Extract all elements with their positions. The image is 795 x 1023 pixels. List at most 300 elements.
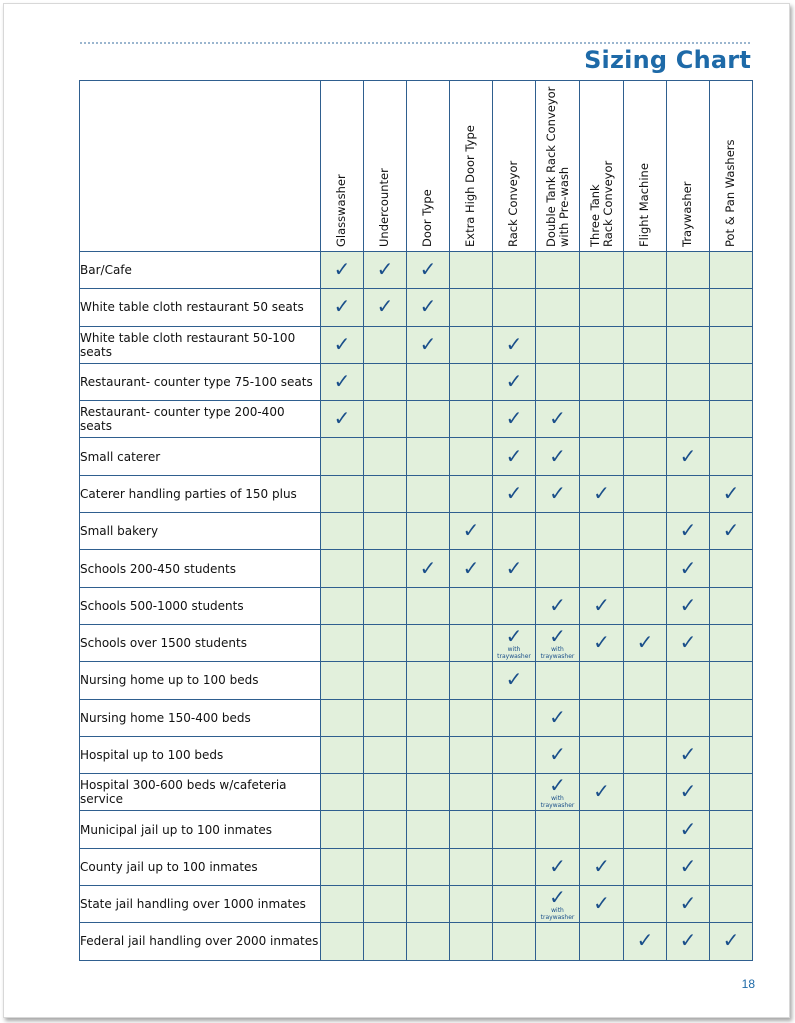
table-cell <box>407 363 450 400</box>
table-cell <box>364 774 407 811</box>
table-cell <box>667 475 710 512</box>
table-cell <box>493 475 536 512</box>
table-cell <box>450 289 493 326</box>
checkmark-icon: ✓ <box>593 853 610 878</box>
table-cell <box>493 624 536 661</box>
dotted-divider <box>80 42 750 44</box>
checkmark-icon: ✓ <box>549 443 566 468</box>
table-cell <box>364 550 407 587</box>
table-cell <box>450 513 493 550</box>
table-cell <box>667 438 710 475</box>
checkmark-icon: ✓ <box>679 592 697 617</box>
table-cell <box>364 848 407 885</box>
table-cell <box>710 811 753 848</box>
column-header-label: Double Tank Rack Conveyor with Pre-wash <box>543 86 571 247</box>
table-cell <box>321 513 364 550</box>
table-row <box>80 513 753 550</box>
table-cell <box>710 401 753 438</box>
table-cell <box>667 774 710 811</box>
table-row <box>80 289 753 326</box>
checkmark-icon: ✓ <box>636 928 654 953</box>
table-cell <box>450 923 493 960</box>
table-cell <box>450 326 493 363</box>
table-cell <box>407 774 450 811</box>
table-cell <box>580 326 624 363</box>
column-header <box>624 81 667 252</box>
table-cell <box>667 289 710 326</box>
table-row <box>80 811 753 848</box>
table-cell <box>321 624 364 661</box>
table-cell <box>710 774 753 811</box>
table-cell <box>321 475 364 512</box>
checkmark-icon: ✓ <box>333 369 351 394</box>
table-cell <box>667 363 710 400</box>
table-cell <box>710 624 753 661</box>
table-row <box>80 624 753 661</box>
table-cell <box>407 587 450 624</box>
table-cell <box>364 513 407 550</box>
table-cell <box>364 401 407 438</box>
table-cell <box>667 326 710 363</box>
table-cell <box>407 326 450 363</box>
table-cell <box>450 736 493 773</box>
table-cell <box>536 438 580 475</box>
checkmark-icon: ✓ <box>505 331 523 356</box>
table-cell <box>536 513 580 550</box>
table-cell <box>580 662 624 699</box>
table-cell <box>580 848 624 885</box>
table-cell <box>536 811 580 848</box>
table-cell <box>407 438 450 475</box>
table-cell <box>624 811 667 848</box>
table-cell <box>624 363 667 400</box>
table-cell <box>450 475 493 512</box>
checkmark-icon: ✓ <box>593 891 610 916</box>
table-row <box>80 923 753 960</box>
table-cell <box>710 550 753 587</box>
checkmark-icon: ✓ <box>679 555 697 580</box>
table-cell <box>364 699 407 736</box>
table-cell <box>667 513 710 550</box>
table-cell <box>407 699 450 736</box>
table-cell <box>580 699 624 736</box>
table-cell <box>321 252 364 289</box>
table-cell <box>364 326 407 363</box>
checkmark-icon: ✓ <box>505 406 523 431</box>
row-label: Nursing home up to 100 beds <box>80 662 321 699</box>
table-cell <box>364 438 407 475</box>
table-cell <box>536 923 580 960</box>
checkmark-icon: ✓ <box>679 443 697 468</box>
table-cell <box>667 252 710 289</box>
checkmark-icon: ✓ <box>549 592 566 617</box>
checkmark-icon: ✓ <box>376 294 394 319</box>
checkmark-icon: ✓ <box>679 779 697 804</box>
column-header <box>364 81 407 252</box>
checkmark-icon: ✓ <box>679 630 697 655</box>
checkmark-icon: ✓ <box>679 742 697 766</box>
row-label: Schools over 1500 students <box>80 624 321 661</box>
checkmark-icon: ✓ <box>333 406 351 431</box>
table-cell <box>624 513 667 550</box>
checkmark-icon: ✓ <box>549 742 566 766</box>
table-cell <box>493 550 536 587</box>
column-header <box>536 81 580 252</box>
table-cell <box>364 736 407 773</box>
table-cell <box>321 438 364 475</box>
table-cell <box>710 438 753 475</box>
table-cell <box>667 699 710 736</box>
table-cell <box>321 326 364 363</box>
table-row <box>80 848 753 885</box>
checkmark-icon: ✓ <box>679 891 697 916</box>
column-header-label: Traywasher <box>680 181 694 247</box>
checkmark-icon: ✓ <box>462 555 480 580</box>
checkmark-icon: ✓ <box>549 704 566 729</box>
table-cell <box>624 848 667 885</box>
table-cell <box>450 587 493 624</box>
table-cell <box>364 624 407 661</box>
table-cell <box>450 624 493 661</box>
row-label: State jail handling over 1000 inmates <box>80 886 321 923</box>
column-header <box>321 81 364 252</box>
table-cell <box>407 923 450 960</box>
page-title: Sizing Chart <box>584 46 751 74</box>
table-cell <box>364 662 407 699</box>
table-cell <box>710 923 753 960</box>
checkmark-icon: ✓ <box>505 443 523 468</box>
table-cell <box>580 811 624 848</box>
table-cell <box>407 252 450 289</box>
table-cell <box>450 363 493 400</box>
table-cell <box>710 513 753 550</box>
table-cell <box>364 886 407 923</box>
table-cell <box>450 774 493 811</box>
table-cell <box>624 252 667 289</box>
row-label: White table cloth restaurant 50-100 seats <box>80 326 321 363</box>
table-cell <box>536 662 580 699</box>
table-cell <box>536 475 580 512</box>
checkmark-icon: ✓ <box>462 518 480 543</box>
table-cell <box>580 774 624 811</box>
sizing-chart-table <box>79 80 753 961</box>
table-cell <box>493 736 536 773</box>
table-cell <box>667 923 710 960</box>
table-cell <box>710 475 753 512</box>
table-cell <box>710 848 753 885</box>
table-row <box>80 662 753 699</box>
checkmark-icon: ✓ <box>593 630 610 655</box>
table-cell <box>450 401 493 438</box>
table-cell <box>580 289 624 326</box>
table-cell <box>450 438 493 475</box>
table-cell <box>667 848 710 885</box>
table-cell <box>321 289 364 326</box>
table-cell <box>407 289 450 326</box>
checkmark-icon: ✓ <box>593 592 610 617</box>
table-cell <box>580 252 624 289</box>
row-label: Small bakery <box>80 513 321 550</box>
table-cell <box>710 736 753 773</box>
row-label: Bar/Cafe <box>80 252 321 289</box>
table-cell <box>450 848 493 885</box>
table-cell <box>624 401 667 438</box>
column-header <box>667 81 710 252</box>
table-cell <box>580 550 624 587</box>
table-cell <box>321 662 364 699</box>
table-cell <box>493 289 536 326</box>
column-header <box>580 81 624 252</box>
table-cell <box>407 736 450 773</box>
table-cell <box>536 848 580 885</box>
table-row <box>80 587 753 624</box>
row-label: County jail up to 100 inmates <box>80 848 321 885</box>
row-label: Hospital 300-600 beds w/cafeteria service <box>80 774 321 811</box>
checkmark-icon: ✓ <box>722 518 740 543</box>
table-cell <box>536 624 580 661</box>
table-cell <box>493 699 536 736</box>
checkmark-icon: ✓ <box>549 853 566 878</box>
table-cell <box>536 736 580 773</box>
table-cell <box>624 550 667 587</box>
checkmark-icon: ✓ <box>593 480 610 505</box>
table-cell <box>580 923 624 960</box>
row-label: Schools 200-450 students <box>80 550 321 587</box>
table-cell <box>321 848 364 885</box>
table-cell <box>710 662 753 699</box>
row-label: Restaurant- counter type 200-400 seats <box>80 401 321 438</box>
table-cell <box>667 811 710 848</box>
column-header-label: Flight Machine <box>637 163 651 247</box>
table-cell <box>710 326 753 363</box>
column-header-label: Glasswasher <box>334 174 348 247</box>
column-header <box>710 81 753 252</box>
table-cell <box>493 513 536 550</box>
table-cell <box>667 736 710 773</box>
table-row <box>80 736 753 773</box>
table-cell <box>580 475 624 512</box>
table-cell <box>407 550 450 587</box>
checkmark-icon: ✓ <box>505 480 523 505</box>
table-cell <box>407 848 450 885</box>
column-header-row <box>80 81 753 252</box>
table-cell <box>580 736 624 773</box>
table-cell <box>493 923 536 960</box>
table-cell <box>536 550 580 587</box>
table-cell <box>580 363 624 400</box>
checkmark-icon: ✓ <box>333 331 351 356</box>
table-cell <box>407 401 450 438</box>
table-cell <box>536 699 580 736</box>
table-cell <box>493 811 536 848</box>
table-cell <box>493 401 536 438</box>
page-number: 18 <box>741 977 755 991</box>
row-label: Small caterer <box>80 438 321 475</box>
table-cell <box>407 811 450 848</box>
checkmark-icon: ✓ <box>549 885 566 910</box>
table-cell <box>624 289 667 326</box>
checkmark-icon: ✓ <box>505 369 523 394</box>
column-header <box>493 81 536 252</box>
table-cell <box>407 513 450 550</box>
table-row <box>80 363 753 400</box>
table-cell <box>667 550 710 587</box>
checkmark-icon: ✓ <box>419 331 437 356</box>
table-cell <box>450 886 493 923</box>
column-header-label: Pot & Pan Washers <box>723 139 737 247</box>
table-cell <box>624 624 667 661</box>
table-cell <box>536 252 580 289</box>
table-cell <box>493 363 536 400</box>
checkmark-icon: ✓ <box>722 928 740 953</box>
table-cell <box>667 401 710 438</box>
table-cell <box>624 326 667 363</box>
table-cell <box>493 587 536 624</box>
table-cell <box>624 886 667 923</box>
column-header-label: Extra High Door Type <box>463 125 477 247</box>
table-cell <box>321 774 364 811</box>
row-label: Caterer handling parties of 150 plus <box>80 475 321 512</box>
table-cell <box>450 252 493 289</box>
table-cell <box>364 475 407 512</box>
table-cell <box>580 401 624 438</box>
table-row <box>80 401 753 438</box>
column-header-label: Three Tank Rack Conveyor <box>587 160 615 247</box>
table-cell <box>321 811 364 848</box>
checkmark-icon: ✓ <box>376 257 394 282</box>
table-row <box>80 326 753 363</box>
table-cell <box>493 252 536 289</box>
checkmark-icon: ✓ <box>549 624 566 649</box>
table-cell <box>407 662 450 699</box>
table-cell <box>667 662 710 699</box>
checkmark-icon: ✓ <box>505 667 523 692</box>
table-cell <box>710 363 753 400</box>
table-cell <box>580 624 624 661</box>
row-label: Hospital up to 100 beds <box>80 736 321 773</box>
table-cell <box>580 587 624 624</box>
table-row <box>80 475 753 512</box>
table-cell <box>536 774 580 811</box>
table-cell <box>321 587 364 624</box>
table-cell <box>710 252 753 289</box>
table-cell <box>450 662 493 699</box>
column-header-label: Door Type <box>420 189 434 247</box>
corner-cell <box>80 81 321 252</box>
table-cell <box>493 326 536 363</box>
table-cell <box>407 624 450 661</box>
checkmark-icon: ✓ <box>549 406 566 431</box>
table-cell <box>493 886 536 923</box>
table-cell <box>364 363 407 400</box>
table-cell <box>667 587 710 624</box>
table-cell <box>450 550 493 587</box>
table-row <box>80 886 753 923</box>
column-header <box>450 81 493 252</box>
table-cell <box>321 363 364 400</box>
checkmark-icon: ✓ <box>593 779 610 804</box>
table-cell <box>580 513 624 550</box>
checkmark-icon: ✓ <box>419 257 437 282</box>
table-cell <box>364 252 407 289</box>
table-cell <box>710 587 753 624</box>
table-cell <box>493 662 536 699</box>
checkmark-icon: ✓ <box>505 624 523 649</box>
with-traywasher-note: with traywasher <box>540 795 575 810</box>
table-cell <box>321 401 364 438</box>
table-cell <box>450 699 493 736</box>
table-row <box>80 774 753 811</box>
checkmark-icon: ✓ <box>679 816 697 841</box>
table-cell <box>536 886 580 923</box>
row-label: Nursing home 150-400 beds <box>80 699 321 736</box>
checkmark-icon: ✓ <box>549 773 566 798</box>
with-traywasher-note: with traywasher <box>540 907 575 922</box>
checkmark-icon: ✓ <box>679 928 697 953</box>
with-traywasher-note: with traywasher <box>540 646 575 661</box>
table-cell <box>667 624 710 661</box>
table-row <box>80 699 753 736</box>
checkmark-icon: ✓ <box>505 555 523 580</box>
table-cell <box>321 923 364 960</box>
table-cell <box>321 886 364 923</box>
checkmark-icon: ✓ <box>333 294 351 319</box>
table-cell <box>493 438 536 475</box>
column-header-label: Rack Conveyor <box>506 160 520 247</box>
checkmark-icon: ✓ <box>333 257 351 282</box>
checkmark-icon: ✓ <box>722 480 740 505</box>
table-cell <box>536 326 580 363</box>
table-cell <box>364 289 407 326</box>
row-label: Restaurant- counter type 75-100 seats <box>80 363 321 400</box>
table-cell <box>624 699 667 736</box>
table-cell <box>450 811 493 848</box>
table-cell <box>364 587 407 624</box>
table-cell <box>321 699 364 736</box>
checkmark-icon: ✓ <box>549 480 566 505</box>
table-cell <box>624 438 667 475</box>
table-cell <box>580 886 624 923</box>
table-cell <box>624 475 667 512</box>
table-cell <box>624 587 667 624</box>
table-cell <box>407 886 450 923</box>
checkmark-icon: ✓ <box>419 294 437 319</box>
checkmark-icon: ✓ <box>679 518 697 543</box>
table-cell <box>624 774 667 811</box>
table-cell <box>493 848 536 885</box>
table-row <box>80 550 753 587</box>
table-cell <box>536 401 580 438</box>
table-cell <box>624 923 667 960</box>
table-cell <box>364 811 407 848</box>
table-cell <box>536 587 580 624</box>
table-cell <box>407 475 450 512</box>
checkmark-icon: ✓ <box>636 630 654 655</box>
column-header <box>407 81 450 252</box>
table-cell <box>321 736 364 773</box>
table-cell <box>580 438 624 475</box>
table-cell <box>710 699 753 736</box>
row-label: Schools 500-1000 students <box>80 587 321 624</box>
table-cell <box>321 550 364 587</box>
table-cell <box>624 662 667 699</box>
table-cell <box>536 363 580 400</box>
table-body <box>80 252 753 961</box>
table-cell <box>710 289 753 326</box>
column-header-label: Undercounter <box>377 168 391 247</box>
row-label: Federal jail handling over 2000 inmates <box>80 923 321 960</box>
table-cell <box>667 886 710 923</box>
